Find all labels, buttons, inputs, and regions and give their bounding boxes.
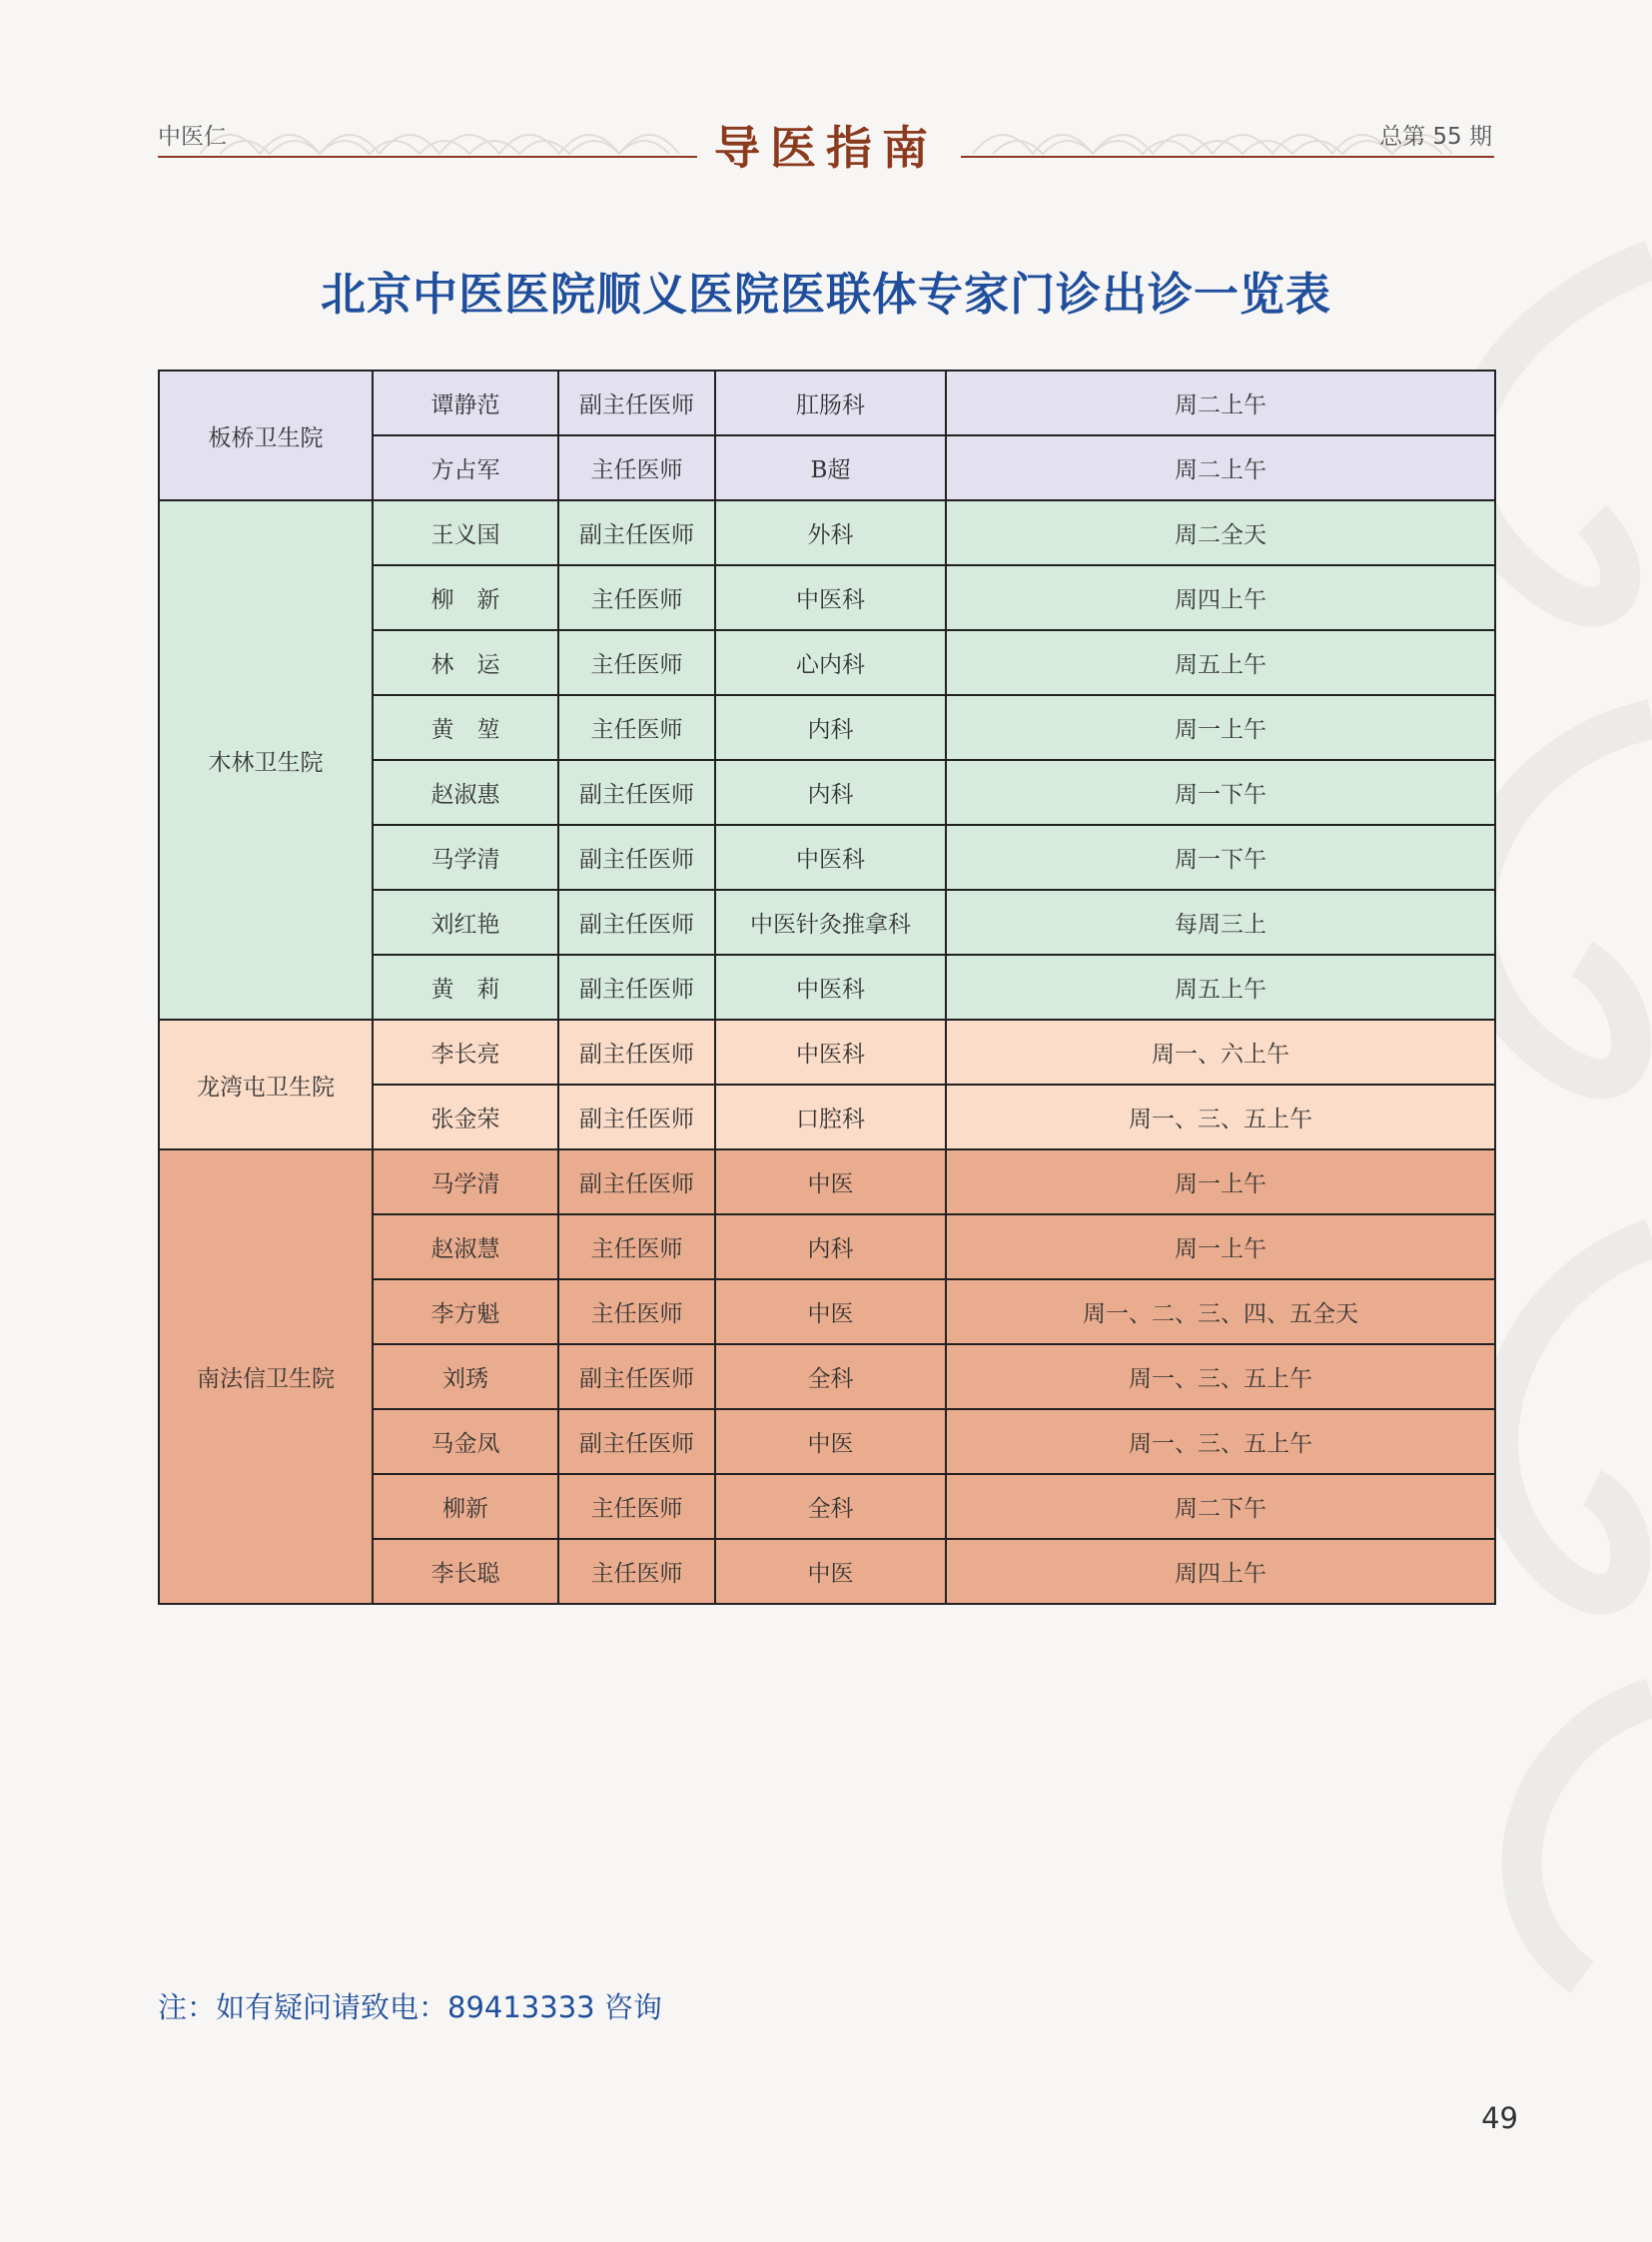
header-divider-left [158, 156, 697, 158]
doctor-title: 主任医师 [558, 435, 715, 500]
doctor-name: 张金荣 [373, 1085, 558, 1149]
doctor-name: 刘红艳 [373, 890, 558, 955]
clinic-time: 周一下午 [946, 760, 1495, 825]
department: B超 [715, 435, 946, 500]
doctor-title: 副主任医师 [558, 1149, 715, 1214]
department: 心内科 [715, 630, 946, 695]
department: 中医科 [715, 825, 946, 890]
clinic-time: 周四上午 [946, 565, 1495, 630]
clinic-time: 每周三上 [946, 890, 1495, 955]
doctor-name: 李方魁 [373, 1279, 558, 1344]
doctor-title: 副主任医师 [558, 1085, 715, 1149]
department: 内科 [715, 695, 946, 760]
department: 中医科 [715, 955, 946, 1020]
hospital-name: 南法信卫生院 [159, 1149, 373, 1604]
section-title: 导医指南 [714, 121, 938, 175]
doctor-title: 副主任医师 [558, 1344, 715, 1409]
department: 中医科 [715, 1020, 946, 1085]
doctor-name: 李长亮 [373, 1020, 558, 1085]
department: 中医 [715, 1279, 946, 1344]
clinic-time: 周五上午 [946, 630, 1495, 695]
hospital-name: 龙湾屯卫生院 [159, 1020, 373, 1149]
doctor-title: 副主任医师 [558, 890, 715, 955]
department: 中医 [715, 1149, 946, 1214]
doctor-name: 赵淑惠 [373, 760, 558, 825]
doctor-name: 赵淑慧 [373, 1214, 558, 1279]
clinic-time: 周二上午 [946, 435, 1495, 500]
doctor-name: 黄 堃 [373, 695, 558, 760]
department: 中医 [715, 1409, 946, 1474]
doctor-name: 黄 莉 [373, 955, 558, 1020]
department: 中医科 [715, 565, 946, 630]
doctor-title: 副主任医师 [558, 1409, 715, 1474]
doctor-title: 主任医师 [558, 565, 715, 630]
doctor-title: 主任医师 [558, 695, 715, 760]
clinic-time: 周一下午 [946, 825, 1495, 890]
clinic-time: 周一、六上午 [946, 1020, 1495, 1085]
doctor-title: 主任医师 [558, 1214, 715, 1279]
hospital-name: 板桥卫生院 [159, 371, 373, 500]
department: 内科 [715, 760, 946, 825]
department: 肛肠科 [715, 371, 946, 435]
department: 中医 [715, 1539, 946, 1604]
table-row [159, 1149, 1495, 1214]
doctor-name: 李长聪 [373, 1539, 558, 1604]
doctor-title: 副主任医师 [558, 760, 715, 825]
doctor-title: 副主任医师 [558, 500, 715, 565]
doctor-title: 副主任医师 [558, 371, 715, 435]
issue-number: 总第 55 期 [1379, 124, 1492, 150]
header-divider-right [961, 156, 1494, 158]
clinic-time: 周一、二、三、四、五全天 [946, 1279, 1495, 1344]
clinic-time: 周一上午 [946, 1214, 1495, 1279]
doctor-name: 柳新 [373, 1474, 558, 1539]
contact-note: 注：如有疑问请致电：89413333 咨询 [158, 1990, 662, 2024]
department: 全科 [715, 1344, 946, 1409]
doctor-name: 谭静范 [373, 371, 558, 435]
clinic-time: 周二全天 [946, 500, 1495, 565]
doctor-name: 刘琇 [373, 1344, 558, 1409]
doctor-name: 马学清 [373, 825, 558, 890]
page-number: 49 [1481, 2101, 1518, 2135]
clinic-time: 周二上午 [946, 371, 1495, 435]
table-row [159, 500, 1495, 565]
doctor-title: 主任医师 [558, 1539, 715, 1604]
hospital-name: 木林卫生院 [159, 500, 373, 1020]
schedule-table [158, 370, 1496, 1605]
department: 全科 [715, 1474, 946, 1539]
clinic-time: 周一、三、五上午 [946, 1409, 1495, 1474]
doctor-title: 副主任医师 [558, 1020, 715, 1085]
doctor-title: 主任医师 [558, 1474, 715, 1539]
page-title: 北京中医医院顺义医院医联体专家门诊出诊一览表 [320, 268, 1331, 321]
doctor-name: 马金凤 [373, 1409, 558, 1474]
clinic-time: 周一、三、五上午 [946, 1085, 1495, 1149]
doctor-name: 柳 新 [373, 565, 558, 630]
clinic-time: 周一上午 [946, 1149, 1495, 1214]
doctor-name: 马学清 [373, 1149, 558, 1214]
department: 内科 [715, 1214, 946, 1279]
doctor-title: 主任医师 [558, 630, 715, 695]
clinic-time: 周五上午 [946, 955, 1495, 1020]
department: 口腔科 [715, 1085, 946, 1149]
table-row [159, 371, 1495, 435]
doctor-title: 副主任医师 [558, 955, 715, 1020]
doctor-name: 林 运 [373, 630, 558, 695]
doctor-name: 方占军 [373, 435, 558, 500]
doctor-title: 主任医师 [558, 1279, 715, 1344]
clinic-time: 周一、三、五上午 [946, 1344, 1495, 1409]
table-row [159, 1020, 1495, 1085]
doctor-name: 王义国 [373, 500, 558, 565]
department: 外科 [715, 500, 946, 565]
clinic-time: 周一上午 [946, 695, 1495, 760]
clinic-time: 周四上午 [946, 1539, 1495, 1604]
magazine-name: 中医仁 [158, 124, 227, 150]
doctor-title: 副主任医师 [558, 825, 715, 890]
department: 中医针灸推拿科 [715, 890, 946, 955]
clinic-time: 周二下午 [946, 1474, 1495, 1539]
